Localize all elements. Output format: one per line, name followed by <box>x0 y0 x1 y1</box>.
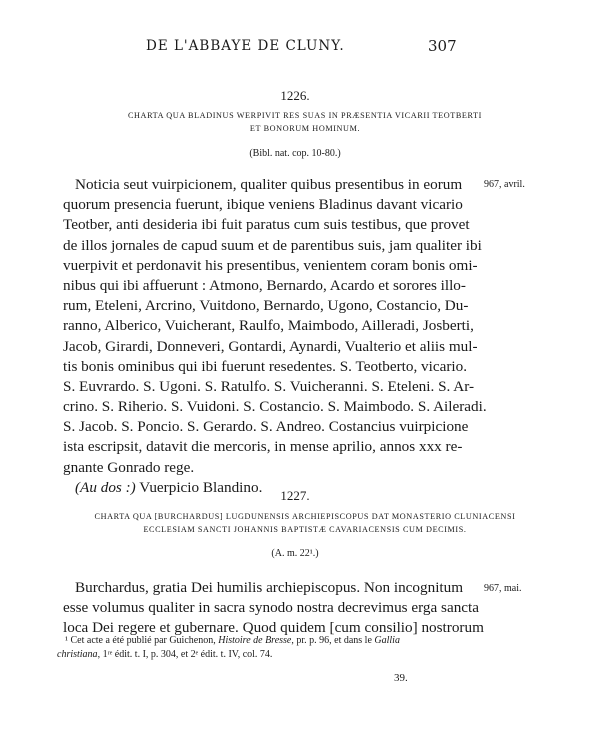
footnote-title: christiana <box>57 649 98 660</box>
text-line: nibus qui ibi affuerunt : Atmono, Bernardo, Acardo et sorores illo- <box>63 276 466 294</box>
footnote-title: Histoire de Bresse <box>218 635 292 646</box>
page-number: 307 <box>428 37 457 55</box>
footnote-text: Cet acte a été publié par Guichenon, <box>70 635 219 646</box>
footnote <box>57 634 467 662</box>
text-line: ista escripsit, datavit die mercoris, in mense aprilio, annos xxx re- <box>63 438 463 456</box>
margin-date-1226: 967, avril. <box>484 179 525 190</box>
text-line: Noticia seut vuirpicionem, qualiter quibus presentibus in eorum <box>75 176 463 193</box>
charter-source-1227: (A. m. 22¹.) <box>271 548 319 559</box>
margin-date-1227: 967, mai. <box>484 583 522 594</box>
footnote-title: Gallia <box>374 635 400 646</box>
text-line: tis bonis ominibus qui ibi fuerunt resedentes. S. Teotberto, vicario. <box>63 357 468 375</box>
charter-source-1226: (Bibl. nat. cop. 10-80.) <box>249 148 341 159</box>
charter-text-1226 <box>63 175 487 478</box>
charter-number-1227: 1227. <box>280 488 310 503</box>
text-line: vuerpivit et perdonavit his presentibus, venientem coram bonis omi- <box>63 256 478 274</box>
text-line: quorum presencia fuerunt, ibique veniens Bladinus davant vicario <box>63 196 463 214</box>
text-line: ranno, Alberico, Vuicherant, Raulfo, Maimbodo, Ailleradi, Josberti, <box>63 317 474 335</box>
endorsement-text: Vuerpicio Blandino. <box>139 479 263 496</box>
text-line: loca Dei regere et gubernare. Quod quidem [cum consilio] nostrorum <box>63 619 484 637</box>
charter-caption-1226 <box>40 109 570 135</box>
text-line: gnante Gonrado rege. <box>63 458 195 476</box>
endorsement-label: (Au dos :) <box>75 479 136 496</box>
running-head: DE L'ABBAYE DE CLUNY. <box>146 38 345 54</box>
footnote-marker: ¹ <box>65 635 68 646</box>
signature-mark: 39. <box>394 672 408 684</box>
text-line: Burchardus, gratia Dei humilis archiepiscopus. Non incognitum <box>75 579 464 596</box>
charter-number-1226: 1226. <box>280 88 310 103</box>
text-line: Jacob, Girardi, Donneveri, Gontardi, Aynardi, Vualterio et aliis mul- <box>63 337 478 355</box>
text-line: rum, Eteleni, Arcrino, Vuitdono, Bernardo, Ugono, Costancio, Du- <box>63 297 469 315</box>
caption-line: CHARTA QUA BLADINUS WERPIVIT RES SUAS IN PRÆSENTIA VICARII TEOTBERTI <box>127 111 483 120</box>
text-line: esse volumus qualiter in sacra synodo nostra decrevimus erga sancta <box>63 599 479 617</box>
text-line: S. Euvrardo. S. Ugoni. S. Ratulfo. S. Vuicheranni. S. Eteleni. S. Ar- <box>63 377 475 395</box>
charter-text-1227 <box>63 578 484 639</box>
caption-line: ECCLESIAM SANCTI JOHANNIS BAPTISTÆ CAVARIACENSIS CUM DECIMIS. <box>143 525 467 534</box>
text-line: S. Jacob. S. Poncio. S. Gerardo. S. Andreo. Costancius vuirpicione <box>63 418 469 436</box>
caption-line: ET BONORUM HOMINUM. <box>249 124 361 133</box>
footnote-line <box>57 648 467 662</box>
text-line: crino. S. Riherio. S. Vuidoni. S. Costancio. S. Maimbodo. S. Aileradi. <box>63 398 487 416</box>
footnote-text: , 1ʳᵉ édit. t. I, p. 304, et 2ᵉ édit. t. IV, col. 74. <box>97 649 273 660</box>
text-line: Teotber, anti desideria ibi fuit paratus cum suis testibus, que provet <box>63 216 470 234</box>
footnote-text: , pr. p. 96, et dans le <box>291 635 375 646</box>
text-line: de illos jornales de capud suum et de parentibus suis, jam qualiter ibi <box>63 236 482 254</box>
caption-line: CHARTA QUA [BURCHARDUS] LUGDUNENSIS ARCHIEPISCOPUS DAT MONASTERIO CLUNIACENSI <box>94 512 516 521</box>
footnote-line <box>57 634 467 648</box>
charter-caption-1227 <box>40 510 570 536</box>
